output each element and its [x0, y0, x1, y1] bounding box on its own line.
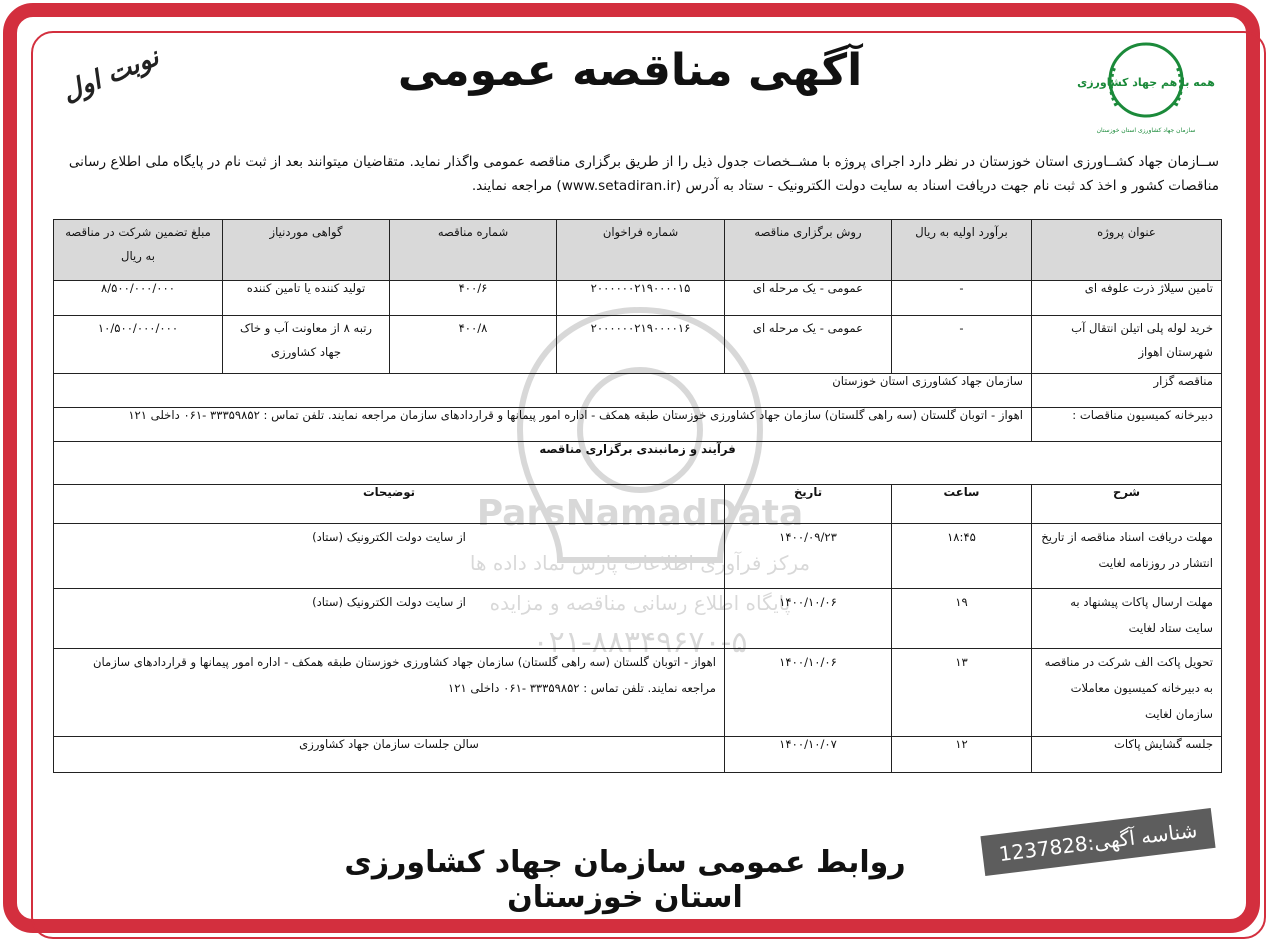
schedule-date: ۱۴۰۰/۱۰/۰۷: [725, 737, 892, 773]
schedule-header-description: شرح: [1032, 485, 1222, 524]
schedule-date: ۱۴۰۰/۰۹/۲۳: [725, 524, 892, 589]
schedule-header-notes: توضیحات: [54, 485, 725, 524]
schedule-description: مهلت دریافت اسناد مناقصه از تاریخ انتشار در روزنامه لغایت: [1032, 524, 1222, 589]
cell-method: عمومی - یک مرحله ای: [725, 316, 892, 374]
schedule-row: [54, 524, 1222, 589]
tenderer-label: مناقصه گزار: [1032, 374, 1222, 408]
schedule-description: مهلت ارسال پاکات پیشنهاد به سایت ستاد لغایت: [1032, 589, 1222, 649]
schedule-row: [54, 589, 1222, 649]
cell-estimate: -: [892, 316, 1032, 374]
schedule-notes: از سایت دولت الکترونیک (ستاد): [54, 524, 725, 589]
secretariat-row: [54, 408, 1222, 442]
schedule-date: ۱۴۰۰/۱۰/۰۶: [725, 589, 892, 649]
schedule-time: ۱۸:۴۵: [892, 524, 1032, 589]
schedule-description: تحویل پاکت الف شرکت در مناقصه به دبیرخانه کمیسیون معاملات سازمان لغایت: [1032, 649, 1222, 737]
header-project-title: عنوان پروژه: [1032, 220, 1222, 281]
header-method: روش برگزاری مناقصه: [725, 220, 892, 281]
header-tender-number: شماره مناقصه: [390, 220, 557, 281]
secretariat-label: دبیرخانه کمیسیون مناقصات :: [1032, 408, 1222, 442]
table-header-row: [54, 220, 1222, 281]
page-title: آگهی مناقصه عمومی: [397, 45, 863, 96]
cell-method: عمومی - یک مرحله ای: [725, 281, 892, 316]
intro-paragraph: ســازمان جهاد کشــاورزی استان خوزستان در نظر دارد اجرای پروژه با مشــخصات جدول ذیل را از طریق برگزاری مناقصه عمومی واگذار نماید. متقاضیان میتوانند بعد از ثبت نام در پایگاه ملی اطلاع رسانی مناقصات کشور و اخذ کد ثبت نام جهت دریافت اسناد به سایت دولت الکترونیک - ستاد به آدرس (www.setadiran.ir) مراجعه نمایند.: [68, 154, 1219, 194]
schedule-row: [54, 737, 1222, 773]
cell-guarantee: ۱۰/۵۰۰/۰۰۰/۰۰۰: [54, 316, 223, 374]
header-guarantee: مبلغ تضمین شرکت در مناقصه به ریال: [54, 220, 223, 281]
cell-call-number: ۲۰۰۰۰۰۰۲۱۹۰۰۰۰۱۵: [557, 281, 725, 316]
cell-certificate: تولید کننده یا تامین کننده: [223, 281, 390, 316]
tender-table: [53, 219, 1222, 773]
cell-tender-number: ۴۰۰/۸: [390, 316, 557, 374]
table-row: [54, 281, 1222, 316]
ad-id-tag: شناسه آگهی:1237828: [980, 808, 1215, 876]
schedule-title: فرآیند و زمانبندی برگزاری مناقصه: [54, 442, 1222, 485]
cell-guarantee: ۸/۵۰۰/۰۰۰/۰۰۰: [54, 281, 223, 316]
schedule-title-row: [54, 442, 1222, 485]
schedule-date: ۱۴۰۰/۱۰/۰۶: [725, 649, 892, 737]
schedule-description: جلسه گشایش پاکات: [1032, 737, 1222, 773]
cell-project-title: خرید لوله پلی اتیلن انتقال آب شهرستان اهواز: [1032, 316, 1222, 374]
cell-estimate: -: [892, 281, 1032, 316]
schedule-time: ۱۳: [892, 649, 1032, 737]
schedule-time: ۱۹: [892, 589, 1032, 649]
tenderer-row: [54, 374, 1222, 408]
schedule-notes: سالن جلسات سازمان جهاد کشاورزی: [54, 737, 725, 773]
schedule-header-row: [54, 485, 1222, 524]
header-estimate: برآورد اولیه به ریال: [892, 220, 1032, 281]
footer-public-relations: روابط عمومی سازمان جهاد کشاورزی استان خوزستان: [344, 845, 906, 915]
organization-logo: [1077, 38, 1215, 140]
cell-tender-number: ۴۰۰/۶: [390, 281, 557, 316]
secretariat-value: اهواز - اتوبان گلستان (سه راهی گلستان) سازمان جهاد کشاورزی خوزستان طبقه همکف - اداره امور پیمانها و قراردادهای سازمان مراجعه نمایند. تلفن تماس : ۳۳۳۵۹۸۵۲ -۰۶۱ داخلی ۱۲۱: [54, 408, 1032, 442]
header-certificate: گواهی موردنیاز: [223, 220, 390, 281]
schedule-notes: از سایت دولت الکترونیک (ستاد): [54, 589, 725, 649]
first-publication-stamp: نوبت اول: [58, 42, 164, 108]
logo-caption: سازمان جهاد کشاورزی استان خوزستان: [1096, 127, 1196, 134]
table-row: [54, 316, 1222, 374]
header-call-number: شماره فراخوان: [557, 220, 725, 281]
cell-certificate: رتبه ۸ از معاونت آب و خاک جهاد کشاورزی: [223, 316, 390, 374]
cell-call-number: ۲۰۰۰۰۰۰۲۱۹۰۰۰۰۱۶: [557, 316, 725, 374]
cell-project-title: تامین سیلاژ ذرت علوفه ای: [1032, 281, 1222, 316]
schedule-time: ۱۲: [892, 737, 1032, 773]
schedule-header-date: تاریخ: [725, 485, 892, 524]
schedule-row: [54, 649, 1222, 737]
tenderer-value: سازمان جهاد کشاورزی استان خوزستان: [54, 374, 1032, 408]
schedule-notes: اهواز - اتوبان گلستان (سه راهی گلستان) سازمان جهاد کشاورزی خوزستان طبقه همکف - اداره امور پیمانها و قراردادهای سازمان مراجعه نمایند. تلفن تماس : ۳۳۳۵۹۸۵۲ -۰۶۱ داخلی ۱۲۱: [54, 649, 725, 737]
schedule-header-time: ساعت: [892, 485, 1032, 524]
logo-text: همه با هم جهاد کشاورزی: [1077, 76, 1215, 89]
